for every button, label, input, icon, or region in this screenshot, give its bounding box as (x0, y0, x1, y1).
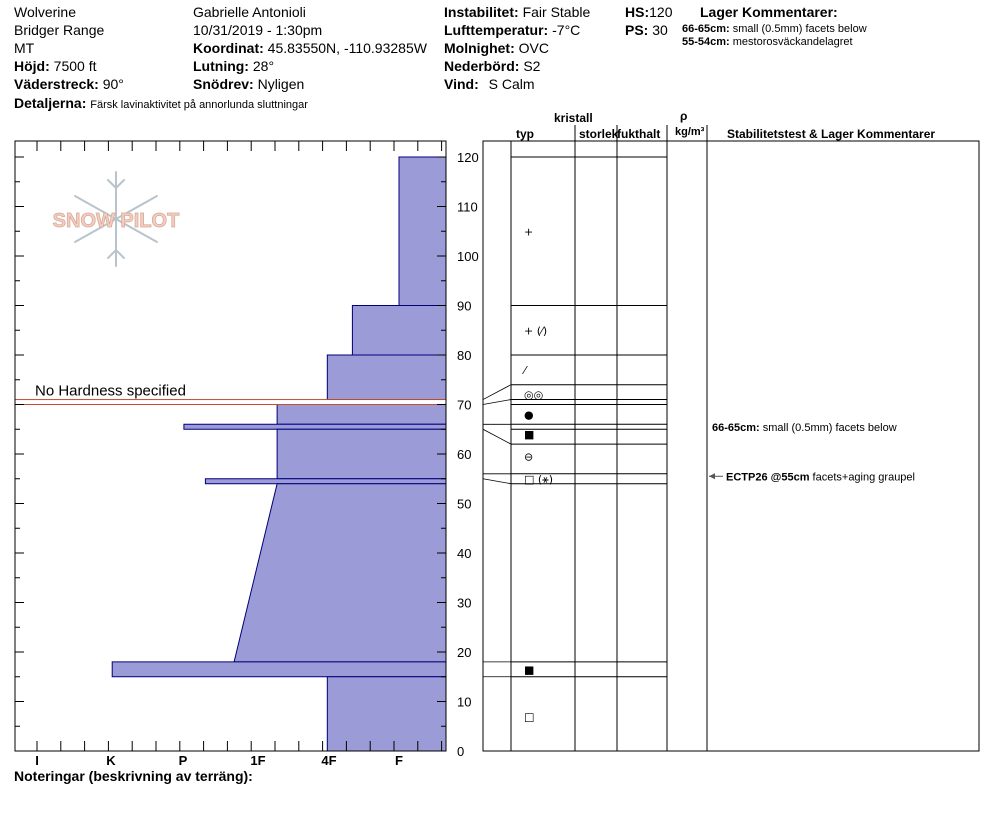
crystal-header: kristall (554, 111, 593, 125)
snowpilot-logo (53, 172, 180, 266)
y-tick-label: 20 (457, 645, 472, 660)
grain-type-symbol: □ (⚹) (524, 472, 554, 486)
layer-comment-depth: 66-65cm: (682, 23, 730, 35)
hardness-bar (184, 424, 446, 429)
layer-comment-text: mestorosväckandelagret (732, 36, 853, 48)
y-tick-label: 70 (457, 397, 472, 413)
precipitation-value: S2 (523, 58, 541, 74)
layer-comment-depth: 55-54cm: (682, 36, 730, 48)
stability-header: Stabilitetstest & Lager Kommentarer (727, 127, 936, 141)
hardness-bar (234, 484, 446, 662)
air-temperature-value: -7°C (552, 22, 581, 38)
elevation-value: 7500 ft (53, 58, 97, 74)
hardness-bar (205, 479, 446, 484)
hardness-bar (327, 355, 446, 400)
observation-datetime: 10/31/2019 - 1:30pm (193, 22, 323, 38)
size-header: storlek (579, 127, 619, 141)
layer-connector (483, 429, 511, 444)
snow-height-label: HS: (625, 4, 650, 20)
grain-type-symbol: ⁄ (524, 363, 526, 377)
grain-type-symbol: ■ (524, 428, 535, 442)
hardness-bar (399, 157, 446, 306)
wind-value: S Calm (488, 76, 535, 92)
stability-comment (712, 422, 897, 434)
aspect-label: Väderstreck: (14, 76, 99, 92)
x-category-label: F (395, 753, 403, 768)
density-symbol: ρ (680, 109, 688, 123)
state-name: MT (14, 40, 35, 56)
logo-text: SNOW PILOT (52, 210, 180, 232)
y-tick-label: 40 (457, 546, 472, 561)
y-tick-label: 10 (457, 694, 472, 710)
grain-type-symbol: □ (524, 710, 535, 724)
hardness-bar (112, 662, 446, 677)
snow-height-value: 120 (649, 4, 673, 20)
grain-type-symbol: + (⁄) (524, 324, 548, 338)
cloud-cover-value: OVC (518, 40, 549, 56)
precipitation-label: Nederbörd: (444, 58, 520, 74)
hardness-bar (327, 677, 446, 751)
range-name: Bridger Range (14, 22, 105, 38)
stability-comment-depth: 66-65cm: (712, 421, 763, 434)
hardness-bar (352, 306, 446, 356)
stability-comment-text: facets+aging graupel (812, 471, 915, 484)
snowdrift-value: Nyligen (257, 76, 305, 92)
layer-connector (483, 479, 511, 484)
elevation-label: Höjd: (14, 58, 50, 74)
wind-label: Vind: (444, 76, 479, 92)
instability-value: Fair Stable (522, 4, 591, 20)
y-tick-label: 90 (457, 298, 472, 314)
details-value: Färsk lavinaktivitet på annorlunda sluttningar (90, 99, 308, 111)
y-tick-label: 110 (457, 199, 478, 215)
y-tick-label: 60 (457, 447, 472, 462)
hardness-bar (277, 429, 446, 479)
notes-label: Noteringar (beskrivning av terräng): (14, 768, 253, 784)
pit-depth-label: PS: (625, 22, 649, 38)
air-temperature-label: Lufttemperatur: (444, 22, 549, 38)
stability-comment-depth: ECTP26 @55cm (726, 471, 813, 484)
layer-comments-title: Lager Kommentarer: (700, 4, 838, 20)
y-tick-label: 80 (457, 348, 472, 363)
snowdrift-label: Snödrev: (193, 76, 254, 92)
layer-table-frame (483, 141, 979, 751)
location-name: Wolverine (14, 4, 76, 20)
hardness-bar (277, 405, 446, 425)
coordinates-label: Koordinat: (193, 40, 264, 56)
layer-comment-text: small (0.5mm) facets below (732, 23, 867, 35)
stability-comment-text: small (0.5mm) facets below (762, 421, 897, 434)
grain-type-symbol: ⊖ (524, 450, 534, 464)
details-label: Detaljerna: (14, 95, 87, 111)
y-tick-label: 30 (457, 595, 472, 611)
x-category-label: 1F (250, 753, 266, 768)
type-header: typ (516, 127, 534, 141)
grain-type-symbol: ■ (524, 663, 535, 677)
layer-connector (483, 400, 511, 405)
no-hardness-label: No Hardness specified (35, 382, 186, 400)
grain-type-symbol: ● (524, 408, 534, 422)
y-tick-label: 50 (457, 496, 472, 512)
y-tick-label: 100 (457, 249, 479, 264)
x-category-label: P (178, 753, 188, 768)
no-hardness-band (15, 400, 446, 405)
stability-comment (726, 471, 915, 483)
x-category-label: K (106, 753, 116, 768)
cloud-cover-label: Molnighet: (444, 40, 515, 56)
grain-type-symbol: ◎◎ (524, 388, 544, 402)
pit-depth-value: 30 (652, 22, 668, 38)
density-unit: kg/m³ (675, 126, 705, 138)
x-category-label: I (35, 753, 39, 768)
slope-value: 28° (252, 58, 275, 74)
comment-arrowhead (709, 473, 715, 479)
coordinates-value: 45.83550N, -110.93285W (267, 40, 427, 56)
slope-label: Lutning: (193, 58, 249, 74)
aspect-value: 90° (102, 76, 124, 92)
y-tick-label: 120 (457, 150, 479, 165)
x-category-label: 4F (321, 753, 337, 768)
y-tick-label: 0 (457, 744, 465, 759)
observer-name: Gabrielle Antonioli (193, 4, 306, 20)
grain-type-symbol: + (524, 225, 534, 239)
moisture-header: fukthalt (617, 127, 661, 141)
layer-connector (483, 385, 511, 400)
instability-label: Instabilitet: (444, 4, 519, 20)
